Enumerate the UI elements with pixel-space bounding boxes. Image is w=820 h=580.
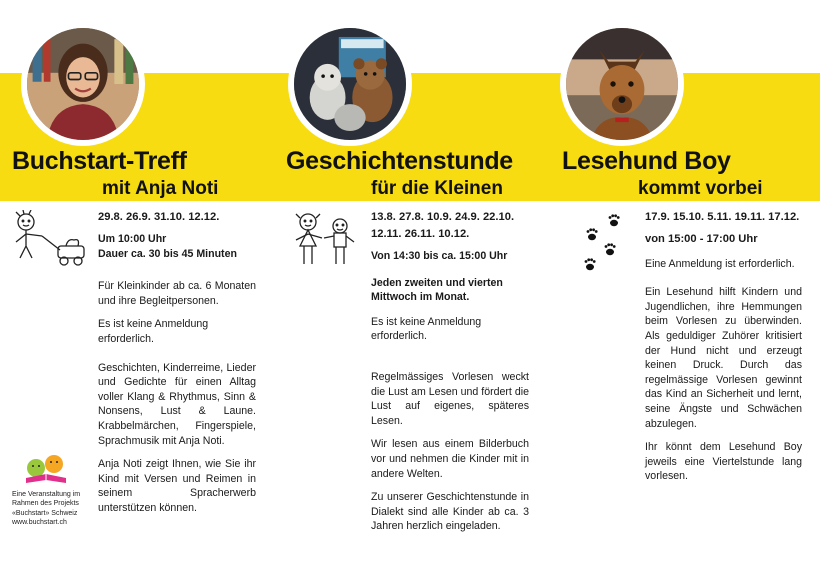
paw-prints-icon	[582, 212, 628, 276]
title-geschichtenstunde: Geschichtenstunde	[286, 147, 513, 175]
text-description-1: Geschichten, Kinderreime, Lieder und Gedichte für einen Alltag voller Klang & Rhythmus, Sinn & Nonsens, Lust & Laune. Krabbelmärchen, Fingerspiele, Sprachmusik mit Anja Noti.	[98, 361, 256, 447]
dates-lesehund: 17.9. 15.10. 5.11. 19.11. 17.12.	[645, 211, 800, 223]
text-no-registration-2: Es ist keine Anmeldung erforderlich.	[371, 315, 482, 343]
subtitle-mit-anja-noti: mit Anja Noti	[102, 178, 219, 199]
dates-geschichtenstunde: 13.8. 27.8. 10.9. 24.9. 22.10. 12.11. 26.11. 10.12.	[371, 211, 515, 240]
text-picture-book: Wir lesen aus einem Bilderbuch vor und nehmen die Kinder mit in andere Welten.	[371, 438, 529, 480]
text-regular-reading: Regelmässiges Vorlesen weckt die Lust am Lesen und fördert die Lust auf eigenes, späteres Lesen.	[371, 370, 529, 427]
footer-url[interactable]: www.buchstart.ch	[12, 518, 67, 526]
column-buchstart-treff	[98, 209, 256, 525]
text-target-group: Für Kleinkinder ab ca. 6 Monaten und ihre Begleitpersonen.	[98, 280, 256, 307]
duration-buchstart: Dauer ca. 30 bis 45 Minuten	[98, 247, 237, 260]
photo-reading-dog-boy	[560, 22, 684, 146]
title-lesehund-boy: Lesehund Boy	[562, 147, 731, 175]
two-children-icon	[290, 210, 360, 272]
title-buchstart-treff: Buchstart-Treff	[12, 147, 187, 175]
footer-project-note	[12, 490, 102, 527]
time-lesehund: von 15:00 - 17:00 Uhr	[645, 233, 758, 245]
subtitle-fuer-die-kleinen: für die Kleinen	[371, 178, 503, 199]
text-registration-required: Eine Anmeldung ist erforderlich.	[645, 257, 795, 270]
footer-line-1: Eine Veranstaltung im	[12, 491, 81, 498]
column-geschichtenstunde	[371, 209, 529, 543]
photo-plush-toys-book	[288, 22, 412, 146]
column-lesehund-boy	[645, 209, 802, 493]
text-reading-to-boy: Ihr könnt dem Lesehund Boy jeweils eine Viertelstunde lang vorlesen.	[645, 441, 802, 483]
footer-line-2: Rahmen des Projekts	[12, 500, 79, 508]
text-anja-noti: Anja Noti zeigt Ihnen, wie Sie ihr Kind mit Versen und Reimen in seinem Spracherwerb unterstützen können.	[98, 458, 256, 514]
photo-anja-noti	[21, 22, 145, 146]
footer-line-3: «Buchstart» Schweiz	[12, 509, 78, 517]
text-invitation: Zu unserer Geschichtenstunde in Dialekt sind alle Kinder ab ca. 3 Jahren herzlich eingeladen.	[371, 491, 529, 533]
text-reading-dog-description: Ein Lesehund hilft Kindern und Jugendlichen, ihre Hemmungen beim Vorlesen zu überwinden. Als geduldiger Zuhörer kritisiert der Hund nicht und erzeugt keinen Druck. Durch das regelmässige Vorlesen gewinnt das Kind an Sicherheit und lernt, seine Ängste und Schwächen abzulegen.	[645, 286, 802, 430]
schedule-geschichtenstunde: Jeden zweiten und vierten Mittwoch im Monat.	[371, 276, 503, 304]
dates-buchstart: 29.8. 26.9. 31.10. 12.12.	[98, 211, 220, 223]
buchstart-logo	[22, 452, 74, 486]
subtitle-kommt-vorbei: kommt vorbei	[638, 178, 763, 199]
time-geschichtenstunde: Von 14:30 bis ca. 15:00 Uhr	[371, 250, 508, 262]
child-pulling-toy-icon	[12, 210, 92, 270]
time-buchstart: Um 10:00 Uhr	[98, 233, 167, 245]
text-no-registration-1: Es ist keine Anmeldung erforderlich.	[98, 318, 209, 345]
